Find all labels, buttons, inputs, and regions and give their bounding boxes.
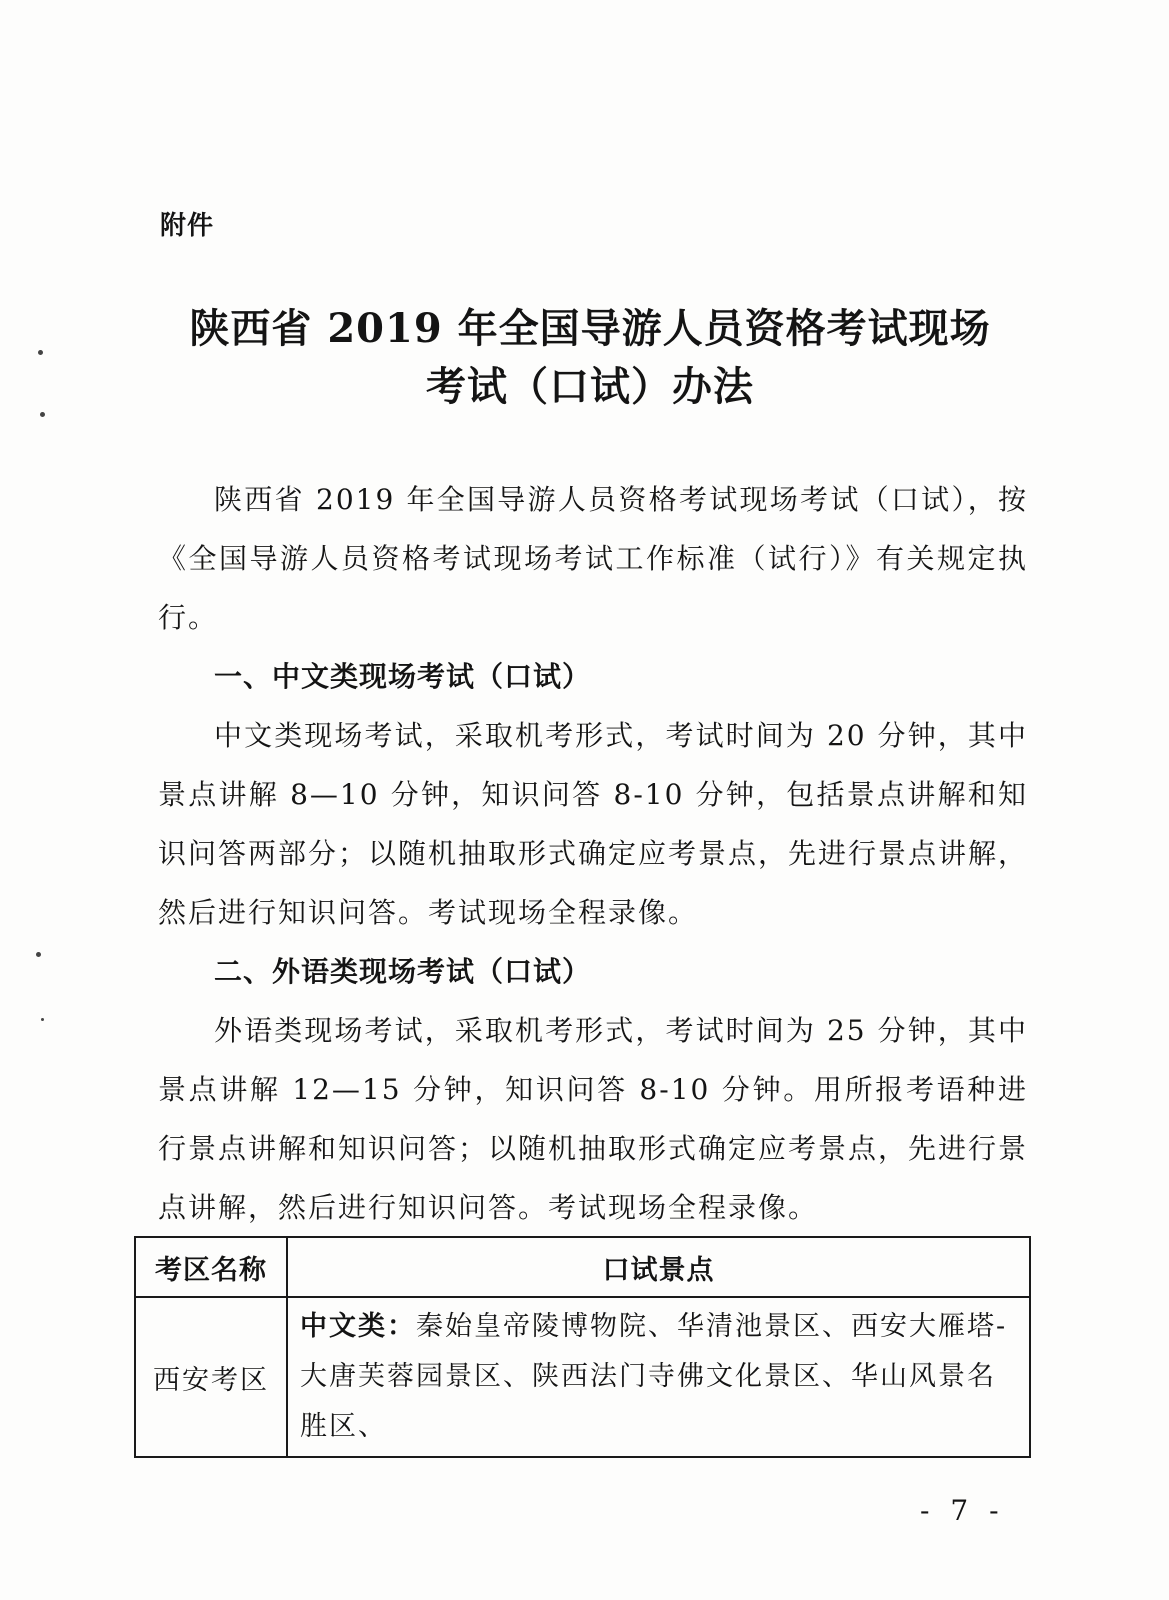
sites-category-label: 中文类： (300, 1311, 416, 1342)
table-header-row (135, 1237, 1030, 1297)
title-line-2: 考试（口试）办法 (426, 363, 754, 410)
title-line-1: 陕西省 2019 年全国导游人员资格考试现场 (189, 305, 991, 352)
exam-sites-table (134, 1236, 1031, 1458)
section-body-foreign: 外语类现场考试，采取机考形式，考试时间为 25 分钟，其中景点讲解 12—15 分钟，知识问答 8-10 分钟。用所报考语种进行景点讲解和知识问答；以随机抽取形式确定应考景点，先进行景点讲解，然后进行知识问答。考试现场全程录像。 (158, 1014, 1029, 1224)
sites-cell (287, 1297, 1030, 1457)
table-row (135, 1297, 1030, 1457)
area-cell: 西安考区 (135, 1297, 287, 1457)
section-heading-foreign: 二、外语类现场考试（口试） (214, 955, 592, 988)
scan-speck (40, 412, 45, 417)
page-number: - 7 - (920, 1494, 1005, 1527)
intro-paragraph: 陕西省 2019 年全国导游人员资格考试现场考试（口试），按《全国导游人员资格考试现场考试工作标准（试行）》有关规定执行。 (158, 483, 1028, 634)
section-body-chinese: 中文类现场考试，采取机考形式，考试时间为 20 分钟，其中景点讲解 8—10 分钟，知识问答 8-10 分钟，包括景点讲解和知识问答两部分；以随机抽取形式确定应考景点，先进行景点讲解，然后进行知识问答。考试现场全程录像。 (158, 719, 1029, 929)
header-oral-sites: 口试景点 (287, 1237, 1030, 1297)
sites-list: 秦始皇帝陵博物院、华清池景区、西安大雁塔-大唐芙蓉园景区、陕西法门寺佛文化景区、华山风景名胜区、 (300, 1311, 1008, 1442)
document-title (130, 300, 1050, 416)
scan-speck (36, 952, 41, 957)
scan-speck (38, 350, 43, 355)
header-area-name: 考区名称 (135, 1237, 287, 1297)
section-heading-chinese: 一、中文类现场考试（口试） (214, 660, 592, 693)
attachment-label: 附件 (160, 211, 215, 241)
document-body (158, 470, 1028, 1237)
scan-speck (41, 1018, 44, 1021)
